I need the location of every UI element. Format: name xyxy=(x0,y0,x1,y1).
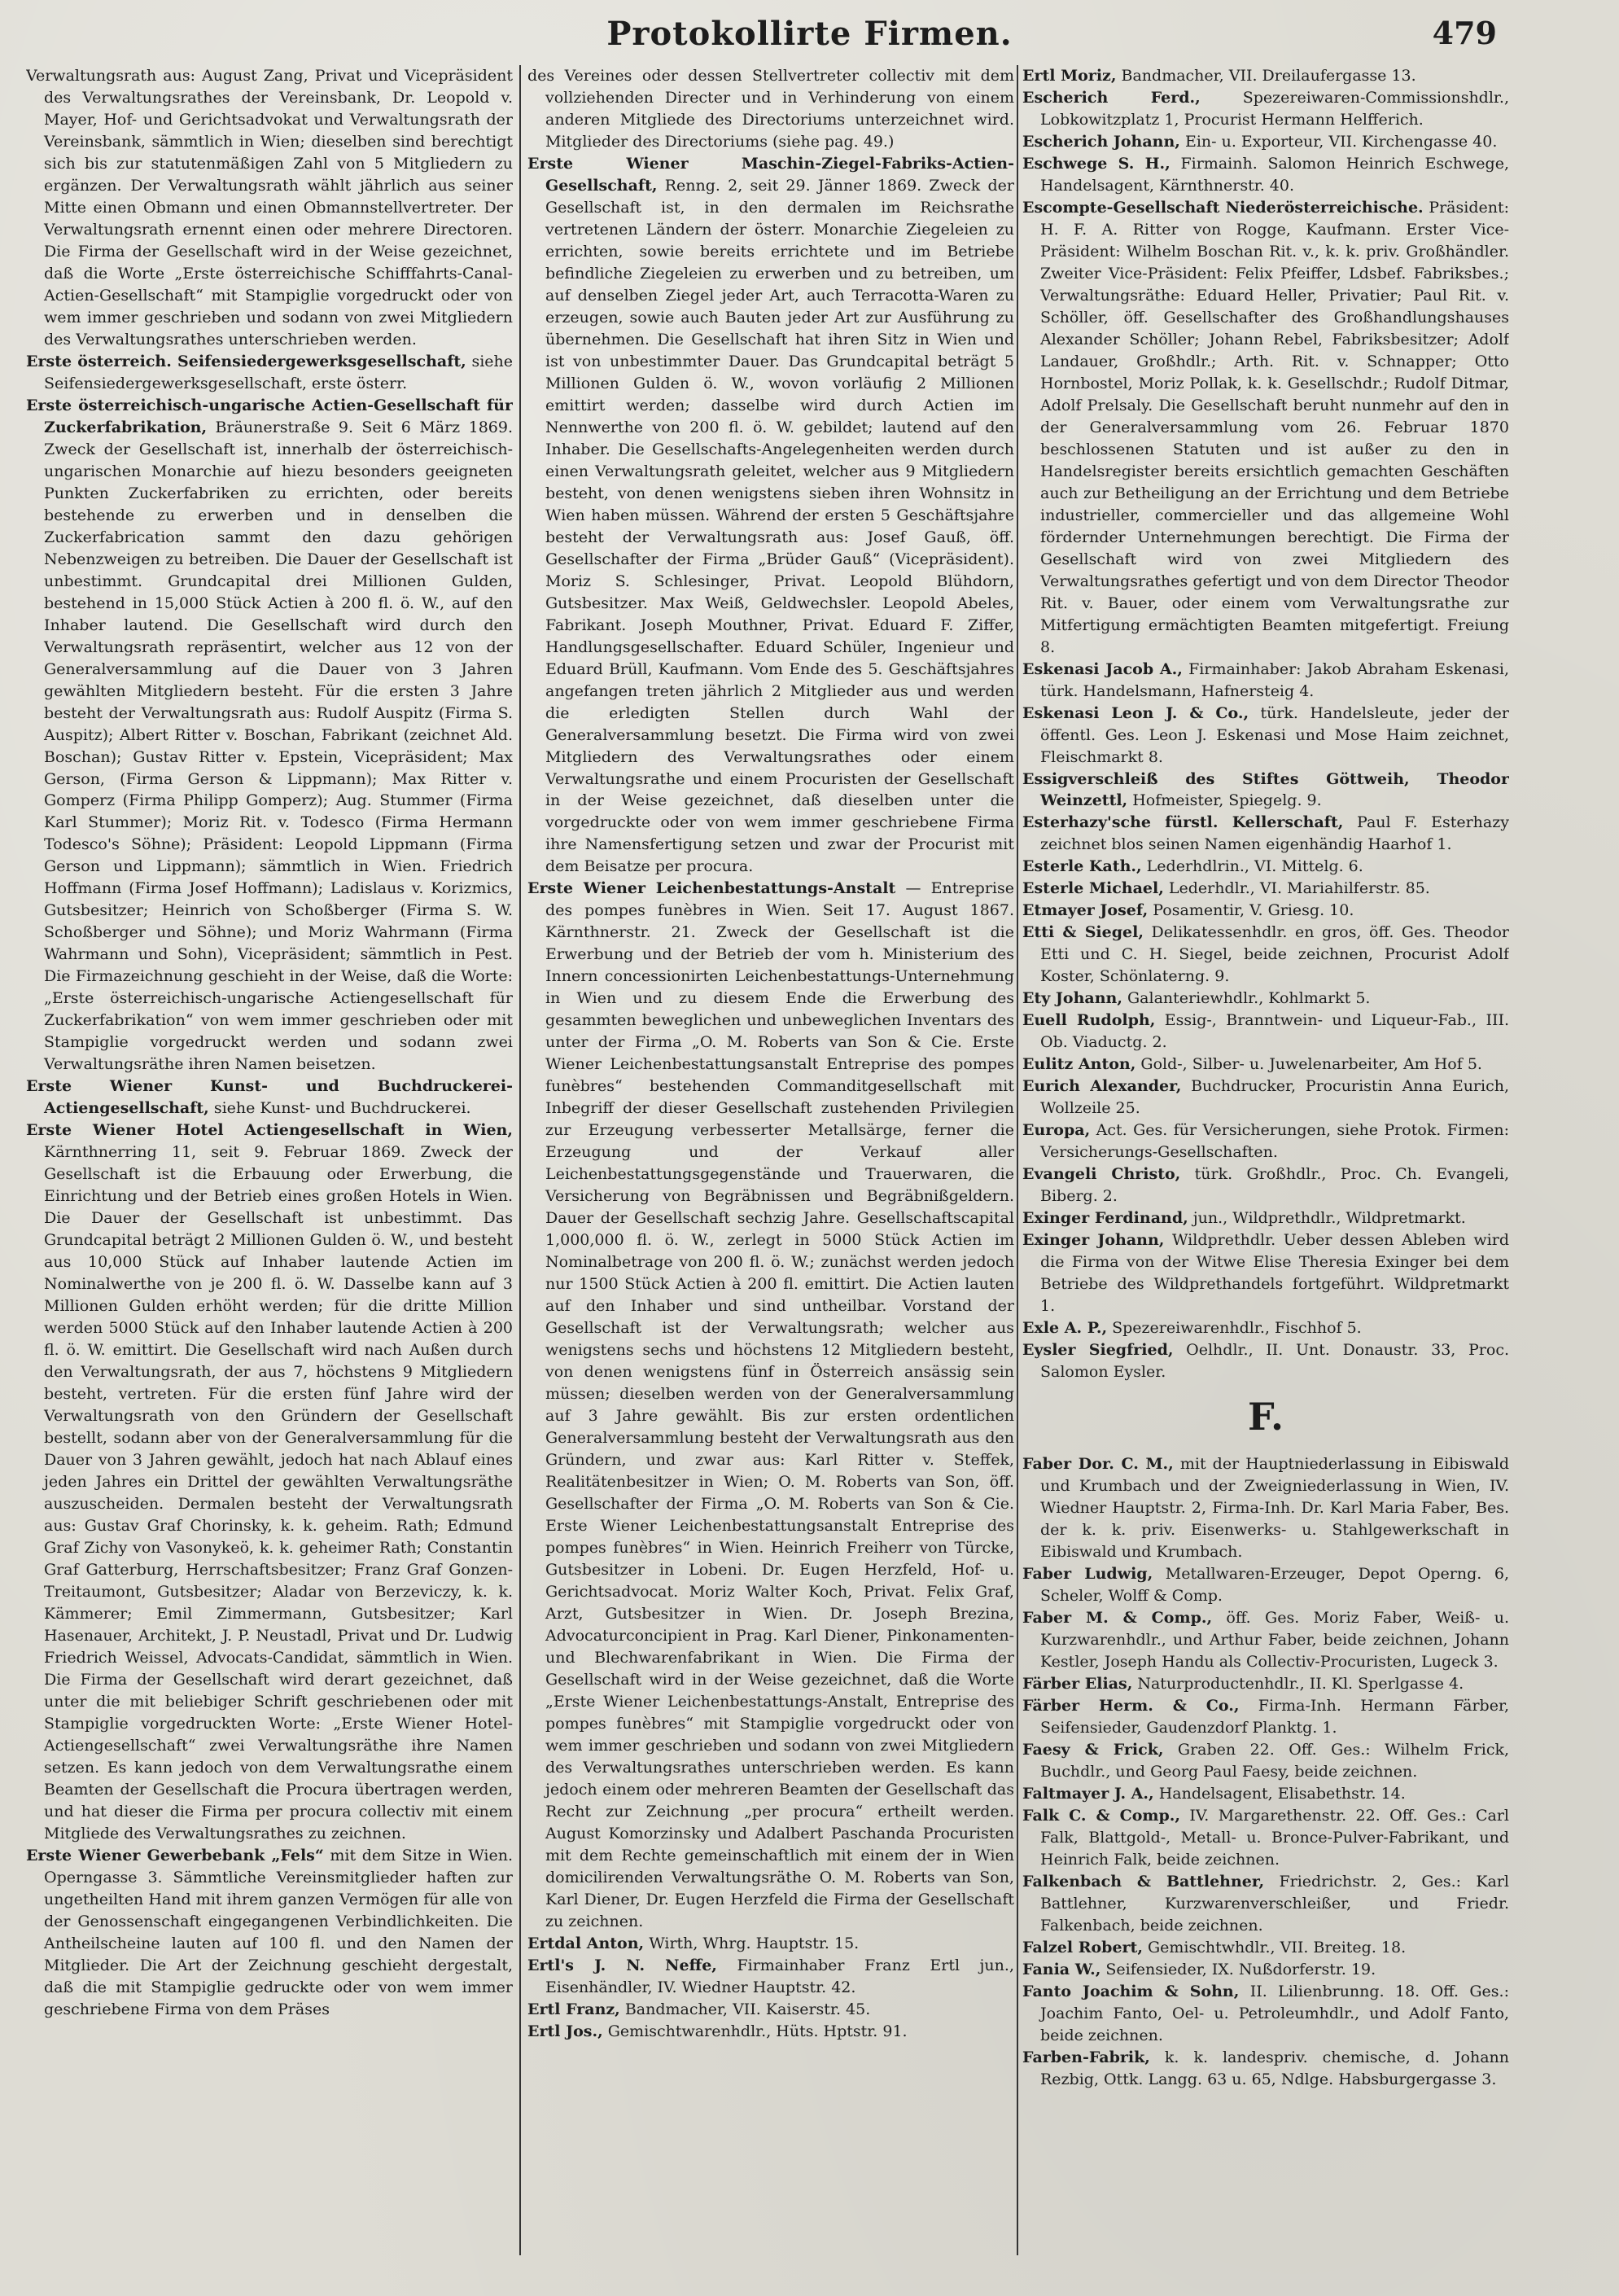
firm-name: Erste Wiener Gewerbebank „Fels“ xyxy=(26,1846,324,1864)
entry-text: Graben 22. Off. Ges.: Wilhelm Frick, Buchdlr., und Georg Paul Faesy, beide zeichnen. xyxy=(1040,1740,1509,1781)
directory-entry xyxy=(527,153,1014,878)
firm-name: Ertl Moriz, xyxy=(1022,67,1117,85)
directory-entry xyxy=(1022,131,1509,153)
directory-entry xyxy=(1022,1981,1509,2047)
directory-entry xyxy=(1022,659,1509,703)
entry-text: Bandmacher, VII. Dreilaufergasse 13. xyxy=(1121,67,1416,85)
directory-entry xyxy=(26,351,513,395)
entry-text: Wirth, Whrg. Hauptstr. 15. xyxy=(649,1934,860,1952)
column-divider xyxy=(1017,65,1018,2255)
entry-text: IV. Margarethenstr. 22. Off. Ges.: Carl Falk, Blattgold-, Metall- u. Bronce-Pulver-Fabrikant, und Heinrich Falk, beide zeichnen. xyxy=(1040,1806,1509,1869)
column-left xyxy=(26,65,513,2255)
firm-name: Escherich Ferd., xyxy=(1022,88,1201,107)
directory-entry xyxy=(1022,1607,1509,1673)
directory-entry xyxy=(1022,988,1509,1010)
directory-entry xyxy=(26,1120,513,1844)
entry-text: Seifensieder, IX. Nußdorferstr. 19. xyxy=(1105,1960,1376,1978)
directory-entry xyxy=(1022,1054,1509,1076)
entry-text: Ein- u. Exporteur, VII. Kirchengasse 40. xyxy=(1184,132,1498,151)
firm-name: Ety Johann, xyxy=(1022,989,1122,1008)
entry-text: siehe Kunst- und Buchdruckerei. xyxy=(213,1099,471,1118)
entry-text: mit der Hauptniederlassung in Eibiswald und Krumbach und der Zweigniederlassung in Wien, IV. Wiedner Hauptstr. 2, Firma-Inh. Dr. Karl Maria Faber, Bes. der k. k. priv. Eisenwerks- u. Stahlgewerkschaft in Eibiswald und Krumbach. xyxy=(1040,1455,1509,1561)
firm-name: Erste österreich. Seifensiedergewerksgesellschaft, xyxy=(26,352,466,370)
directory-entry xyxy=(527,1933,1014,1955)
directory-entry xyxy=(1022,856,1509,878)
directory-entry xyxy=(1022,900,1509,922)
firm-name: Eysler Siegfried, xyxy=(1022,1341,1174,1360)
section-letter-f: F. xyxy=(1247,1395,1284,1439)
directory-entry xyxy=(1022,1076,1509,1120)
directory-entry xyxy=(1022,769,1509,813)
directory-entry xyxy=(26,65,513,351)
directory-entry xyxy=(1022,87,1509,131)
firm-name: Falk C. & Comp., xyxy=(1022,1806,1180,1825)
firm-name: Ertl Franz, xyxy=(527,2000,620,2018)
entry-text: Paul F. Esterhazy zeichnet blos seinen Namen eigenhändig Haarhof 1. xyxy=(1040,813,1509,854)
firm-name: Erste Wiener Kunst- und Buchdruckerei-Actiengesellschaft, xyxy=(26,1077,513,1118)
directory-entry xyxy=(1022,1317,1509,1339)
entry-text: Oelhdlr., II. Unt. Donaustr. 33, Proc. Salomon Eysler. xyxy=(1040,1341,1509,1382)
firm-name: Ertl's J. N. Neffe, xyxy=(527,1956,717,1974)
firm-name: Faltmayer J. A., xyxy=(1022,1784,1154,1803)
firm-name: Falkenbach & Battlehner, xyxy=(1022,1872,1265,1891)
firm-name: Ertl Jos., xyxy=(527,2022,603,2040)
entry-text: jun., Wildprethdlr., Wildpretmarkt. xyxy=(1192,1209,1466,1228)
entry-text: Handelsagent, Elisabethstr. 14. xyxy=(1158,1784,1406,1803)
entry-text: Buchdrucker, Procuristin Anna Eurich, Wollzeile 25. xyxy=(1040,1077,1509,1118)
entry-text: Gemischtwarenhdlr., Hüts. Hptstr. 91. xyxy=(607,2022,908,2040)
column-right xyxy=(1022,65,1509,2255)
firm-name: Erste Wiener Hotel Actiengesellschaft in Wien, xyxy=(26,1121,513,1140)
directory-entry xyxy=(1022,1010,1509,1054)
entry-text: Metallwaren-Erzeuger, Depot Operng. 6, Scheler, Wolff & Comp. xyxy=(1040,1564,1509,1605)
entry-text: Gold-, Silber- u. Juwelenarbeiter, Am Hof 5. xyxy=(1140,1055,1482,1074)
entries-letter-f xyxy=(1022,1453,1509,2091)
directory-entry xyxy=(1022,1959,1509,1981)
entry-text: II. Lilienbrunng. 18. Off. Ges.: Joachim Fanto, Oel- u. Petroleumhdlr., und Adolf Fanto, beide zeichnen. xyxy=(1040,1982,1509,2044)
entry-text: Hofmeister, Spiegelg. 9. xyxy=(1132,791,1322,810)
firm-name: Escherich Johann, xyxy=(1022,132,1180,151)
entry-text: Friedrichstr. 2, Ges.: Karl Battlehner, Kurzwarenverschleißer, und Friedr. Falkenbach, beide zeichnen. xyxy=(1040,1872,1509,1935)
directory-entry xyxy=(1022,1805,1509,1871)
entry-text: Spezereiwaren-Commissionshdlr., Lobkowitzplatz 1, Procurist Hermann Helfferich. xyxy=(1040,88,1509,129)
directory-entry xyxy=(1022,1453,1509,1563)
directory-entry xyxy=(1022,703,1509,769)
entry-text: türk. Handelsleute, jeder der öffentl. Ges. Leon J. Eskenasi und Mose Haim zeichnet, Fleischmarkt 8. xyxy=(1040,703,1509,766)
entry-text: türk. Großhdlr., Proc. Ch. Evangeli, Biberg. 2. xyxy=(1040,1165,1509,1206)
entry-text: siehe Seifensiedergewerksgesellschaft, erste österr. xyxy=(44,352,513,392)
firm-name: Exle A. P., xyxy=(1022,1319,1108,1338)
entry-text: Galanteriewhdlr., Kohlmarkt 5. xyxy=(1127,989,1371,1008)
firm-name: Farben-Fabrik, xyxy=(1022,2048,1150,2066)
directory-entry xyxy=(1022,2047,1509,2091)
directory-entry xyxy=(527,1955,1014,1999)
column-divider xyxy=(519,65,521,2255)
directory-entry xyxy=(1022,65,1509,87)
directory-entry xyxy=(1022,1871,1509,1937)
directory-entry xyxy=(1022,197,1509,659)
directory-entry xyxy=(1022,1339,1509,1383)
entry-text: Act. Ges. für Versicherungen, siehe Protok. Firmen: Versicherungs-Gesellschaften. xyxy=(1040,1121,1509,1162)
entry-text: Kärnthnerring 11, seit 9. Februar 1869. Zweck der Gesellschaft ist die Erbauung oder Erwerbung, die Einrichtung und der Betrieb eines großen Hotels in Wien. Die Dauer der Gesellschaft ist unbestimmt. Das Grundcapital beträgt 2 Millionen Gulden ö. W., und besteht aus 10,000 Stück auf Inhaber lautende Actien im Nominalwerthe von je 200 fl. ö. W. Dasselbe kann auf 3 Millionen Gulden erhöht werden; für die dritte Million werden 5000 Stück auf den Inhaber lautende Actien à 200 fl. ö. W. emittirt. Die Gesellschaft wird nach Außen durch den Verwaltungsrath, der aus 7, höchstens 9 Mitgliedern besteht, vertreten. Für die ersten fünf Jahre wird der Verwaltungsrath von den Gründern der Gesellschaft bestellt, sodann aber von der Generalversammlung für die Dauer von 3 Jahren gewählt, jedoch hat nach Ablauf eines jeden Jahres ein Drittel der gewählten Verwaltungsräthe auszuscheiden. Dermalen besteht der Verwaltungsrath aus: Gustav Graf Chorinsky, k. k. geheim. Rath; Edmund Graf Zichy von Vasonykeö, k. k. geheimer Rath; Constantin Graf Gatterburg, Herrschaftsbesitzer; Franz Graf Gonzen-Treitaumont, Gutsbesitzer; Aladar von Berzeviczy, k. k. Kämmerer; Emil Zimmermann, Gutsbesitzer; Karl Hasenauer, Architekt, J. P. Neustadl, Privat und Dr. Ludwig Friedrich Weissel, Advocats-Candidat, sämmtlich in Wien. Die Firma der Gesellschaft wird derart gezeichnet, daß unter die mit beliebiger Schrift geschriebenen oder mit Stampiglie vorgedruckten Worte: „Erste Wiener Hotel-Actiengesellschaft“ zwei Verwaltungsräthe ihre Namen setzen. Es kann jedoch von dem Verwaltungsrathe einem Beamten der Gesellschaft die Procura übertragen werden, und hat dieser die Firma per procura collectiv mit einem Mitgliede des Verwaltungsrathes zu zeichnen. xyxy=(44,1143,513,1842)
firm-name: Fania W., xyxy=(1022,1960,1101,1978)
entry-text: Posamentir, V. Griesg. 10. xyxy=(1153,901,1354,920)
entry-text: Firmainhaber Franz Ertl jun., Eisenhändler, IV. Wiedner Hauptstr. 42. xyxy=(545,1956,1014,1996)
directory-entry xyxy=(1022,922,1509,988)
entry-text: Präsident: H. F. A. Ritter von Rogge, Kaufmann. Erster Vice-Präsident: Wilhelm Boschan Rit. v., k. k. priv. Großhändler. Zweiter Vice-Präsident: Felix Pfeiffer, Ldsbef. Fabriksbes.; Verwaltungsräthe: Eduard Heller, Privatier; Paul Rit. v. Schöller, öff. Gesellschafter des Großhandlungshauses Alexander Schöller; Johann Rebel, Fabriksbesitzer; Adolf Landauer, Großhdlr.; Arth. Rit. v. Schnapper; Otto Hornbostel, Moriz Pollak, k. k. Gesellschdr.; Rudolf Ditmar, Adolf Prelsaly. Die Gesellschaft beruht nunmehr auf den in der Generalversammlung vom 26. Februar 1870 beschlossenen Statuten und ist außer zu den in Handelsregister bereits ersichtlich gemachten Geschäften auch zur Betheiligung an der Errichtung und dem Betriebe industrieller, commercieller und das allgemeine Wohl fördernder Unternehmungen berechtigt. Die Firma der Gesellschaft wird von zwei Mitgliedern des Verwaltungsrathes gefertigt und von dem Director Theodor Rit. v. Bauer, oder einem vom Verwaltungsrathe zur Mitfertigung ermächtigten Beamten mitgefertigt. Freiung 8. xyxy=(1040,198,1509,656)
entry-text: Firmainhaber: Jakob Abraham Eskenasi, türk. Handelsmann, Hafnersteig 4. xyxy=(1040,659,1509,700)
firm-name: Faber Dor. C. M., xyxy=(1022,1455,1174,1474)
entry-text: Renng. 2, seit 29. Jänner 1869. Zweck der Gesellschaft ist, in den dermalen im Reichsrathe vertretenen Ländern der österr. Monarchie Ziegeleien zu errichten, sowie bereits errichtete und im Betriebe befindliche Ziegeleien zu erwerben und zu betreiben, um auf denselben Ziegel jeder Art, auch Terracotta-Waren zu erzeugen, sowie auch Bauten jeder Art zur Ausführung zu übernehmen. Die Gesellschaft hat ihren Sitz in Wien und ist von unbestimmter Dauer. Das Grundcapital beträgt 5 Millionen Gulden ö. W., wovon vorläufig 2 Millionen emittirt werden; dasselbe wird durch Actien im Nennwerthe von 200 fl. ö. W. gebildet; lautend auf den Inhaber. Die Gesellschafts-Angelegenheiten werden durch einen Verwaltungsrath geleitet, welcher aus 9 Mitgliedern besteht, von denen wenigstens sieben ihren Wohnsitz in Wien haben müssen. Während der ersten 5 Geschäftsjahre besteht der Verwaltungsrath aus: Josef Gauß, öff. Gesellschafter der Firma „Brüder Gauß“ (Vicepräsident). Moriz S. Schlesinger, Privat. Leopold Blühdorn, Gutsbesitzer. Max Weiß, Geldwechsler. Leopold Abeles, Fabrikant. Joseph Mouthner, Privat. Eduard F. Ziffer, Handlungsgesellschafter. Eduard Schüler, Ingenieur und Eduard Brüll, Kaufmann. Vom Ende des 5. Geschäftsjahres angefangen treten jährlich 2 Mitglieder aus und werden die erledigten Stellen durch Wahl der Generalversammlung besetzt. Die Firma wird von zwei Mitgliedern des Verwaltungsrathes oder einem Verwaltungsrathe und einem Procuristen der Gesellschaft in der Weise gezeichnet, daß dieselben unter die vorgedruckte oder von wem immer geschriebene Firma ihre Namensfertigung setzen und zwar der Procurist mit dem Beisatze per procura. xyxy=(545,176,1014,876)
directory-entry xyxy=(1022,1563,1509,1607)
directory-entry xyxy=(26,1076,513,1120)
directory-entry xyxy=(527,2021,1014,2043)
directory-entry xyxy=(1022,1229,1509,1317)
directory-entry xyxy=(1022,1207,1509,1229)
firm-name: Exinger Johann, xyxy=(1022,1231,1165,1250)
page-number: 479 xyxy=(1432,15,1497,51)
directory-entry xyxy=(1022,812,1509,856)
entry-text: Delikatessenhdlr. en gros, öff. Ges. Theodor Etti und C. H. Siegel, beide zeichnen, Procurist Adolf Koster, Schönlaterng. 9. xyxy=(1040,923,1509,986)
entry-text: des Vereines oder dessen Stellvertreter collectiv mit dem vollziehenden Directer und in Verhinderung von einem anderen Mitgliede des Directoriums unterzeichnet wird. Mitglieder des Directoriums (siehe pag. 49.) xyxy=(527,67,1014,151)
firm-name: Faber M. & Comp., xyxy=(1022,1608,1213,1627)
directory-entry xyxy=(26,395,513,1076)
firm-name: Eschwege S. H., xyxy=(1022,154,1170,173)
entry-text: Naturproductenhdlr., II. Kl. Sperlgasse 4. xyxy=(1137,1674,1464,1693)
entry-text: Spezereiwarenhdlr., Fischhof 5. xyxy=(1112,1319,1362,1338)
firm-name: Eskenasi Jacob A., xyxy=(1022,659,1183,678)
firm-name: Falzel Robert, xyxy=(1022,1938,1143,1956)
entry-text: Verwaltungsrath aus: August Zang, Privat und Vicepräsident des Verwaltungsrathes der Vereinsbank, Dr. Leopold v. Mayer, Hof- und Gerichtsadvokat und Verwaltungsrath der Vereinsbank, sämmtlich in Wien; dieselben sind berechtigt sich bis zur statutenmäßigen Zahl von 5 Mitgliedern zu ergänzen. Der Verwaltungsrath wählt jährlich aus seiner Mitte einen Obmann und einen Obmannstellvertreter. Der Verwaltungsrath ernennt einen oder mehrere Directoren. Die Firma der Gesellschaft wird in der Weise gezeichnet, daß die Worte „Erste österreichische Schifffahrts-Canal-Actien-Gesellschaft“ mit Stampiglie vorgedruckt oder von wem immer geschrieben und sodann von zwei Mitgliedern des Verwaltungsrathes unterschrieben werden. xyxy=(26,67,513,348)
directory-entry xyxy=(26,1845,513,2021)
directory-entry xyxy=(1022,1673,1509,1695)
firm-name: Erste Wiener Maschin-Ziegel-Fabriks-Actien-Gesellschaft, xyxy=(527,154,1014,195)
directory-entry xyxy=(1022,1163,1509,1207)
directory-entry xyxy=(1022,153,1509,197)
entry-text: Firma-Inh. Hermann Färber, Seifensieder, Gaudenzdorf Planktg. 1. xyxy=(1040,1696,1509,1737)
page-header xyxy=(0,15,1619,64)
firm-name: Eskenasi Leon J. & Co., xyxy=(1022,703,1249,722)
entry-text: Essig-, Branntwein- und Liqueur-Fab., III. Ob. Viaductg. 2. xyxy=(1040,1011,1509,1052)
entry-text: Wildprethdlr. Ueber dessen Ableben wird die Firma von der Witwe Elise Theresia Exinger bei dem Betriebe des Wildprethandels fortgeführt. Wildpretmarkt 1. xyxy=(1040,1231,1509,1316)
directory-entry xyxy=(527,65,1014,153)
firm-name: Esterhazy'sche fürstl. Kellerschaft, xyxy=(1022,813,1344,832)
firm-name: Faber Ludwig, xyxy=(1022,1564,1153,1583)
entry-text: Bräunerstraße 9. Seit 6 März 1869. Zweck der Gesellschaft ist, innerhalb der österreichisch-ungarischen Monarchie auf hiezu besonders geeigneten Punkten Zuckerfabriken zu errichten, oder bereits bestehende zu erwerben und in denselben die Zuckerfabrication sammt den dazu gehörigen Nebenzweigen zu betreiben. Die Dauer der Gesellschaft ist unbestimmt. Grundcapital drei Millionen Gulden, bestehend in 15,000 Stück Actien à 200 fl. ö. W., auf den Inhaber lautend. Die Gesellschaft wird durch den Verwaltungsrath repräsentirt, welcher aus 12 von der Generalversammlung auf die Dauer von 3 Jahren gewählten Mitgliedern besteht. Für die ersten 3 Jahre besteht der Verwaltungsrath aus: Rudolf Auspitz (Firma S. Auspitz); Albert Ritter v. Boschan, Fabrikant (zeichnet Ald. Boschan); Gustav Ritter v. Epstein, Vicepräsident; Max Gerson, (Firma Gerson & Lippmann); Max Ritter v. Gomperz (Firma Philipp Gomperz); Aug. Stummer (Firma Karl Stummer); Moriz Rit. v. Todesco (Firma Hermann Todesco's Söhne); Präsident: Leopold Lippmann (Firma Gerson und Lippmann); sämmtlich in Wien. Friedrich Hoffmann (Firma Josef Hoffmann); Ladislaus v. Korizmics, Gutsbesitzer; Heinrich von Schoßberger (Firma S. W. Schoßberger und Söhne); und Moriz Wahrmann (Firma Wahrmann und Sohn), Vicepräsident; sämmtlich in Pest. Die Firmazeichnung geschieht in der Weise, daß die Worte: „Erste österreichisch-ungarische Actiengesellschaft für Zuckerfabrikation“ von wem immer geschrieben oder mit Stampiglie vorgedruckt werden und sodann zwei Verwaltungsräthe ihren Namen beisetzen. xyxy=(44,418,513,1074)
firm-name: Eulitz Anton, xyxy=(1022,1055,1136,1074)
entry-text: — Entreprise des pompes funèbres in Wien. Seit 17. August 1867. Kärnthnerstr. 21. Zweck der Gesellschaft ist die Erwerbung und der Betrieb der vom h. Ministerium des Innern concessionirten Leichenbestattungs-Unternehmung in Wien und zu diesem Ende die Erwerbung des gesammten beweglichen und unbeweglichen Inventars des unter der Firma „O. M. Roberts van Son & Cie. Erste Wiener Leichenbestattungsanstalt Entreprise des pompes funèbres“ bestehenden Commanditgesellschaft mit Inbegriff der dieser Gesellschaft zustehenden Privilegien zur Erzeugung verbesserter Metallsärge, ferner die Erzeugung und der Verkauf aller Leichenbestattungsgegenstände und Trauerwaren, die Versicherung von Begräbnissen und Begräbnißgeldern. Dauer der Gesellschaft sechzig Jahre. Gesellschaftscapital 1,000,000 fl. ö. W., zerlegt in 5000 Stück Actien im Nominalbetrage von 200 fl. ö. W.; zunächst werden jedoch nur 1500 Stück Actien à 200 fl. emittirt. Die Actien lauten auf den Inhaber und sind untheilbar. Vorstand der Gesellschaft ist der Verwaltungsrath; welcher aus wenigstens sechs und höchstens 12 Mitgliedern besteht, von denen wenigstens fünf in Österreich ansässig sein müssen; dieselben werden von der Generalversammlung auf 3 Jahre gewählt. Bis zur ersten ordentlichen Generalversammlung besteht der Verwaltungsrath aus den Gründern, und zwar aus: Karl Ritter v. Steffek, Realitätenbesitzer in Wien; O. M. Roberts van Son, öff. Gesellschafter der Firma „O. M. Roberts van Son & Cie. Erste Wiener Leichenbestattungsanstalt Entreprise des pompes funèbres“ in Wien. Heinrich Freiherr von Türcke, Gutsbesitzer in Lobeni. Dr. Eugen Herzfeld, Hof- u. Gerichtsadvocat. Moriz Walter Koch, Privat. Felix Graf, Arzt, Gutsbesitzer in Wien. Dr. Joseph Brezina, Advocaturconcipient in Prag. Karl Diener, Pinkonamenten- und Blechwarenfabrikant in Wien. Die Firma der Gesellschaft wird in der Weise gezeichnet, daß die Worte „Erste Wiener Leichenbestattungs-Anstalt, Entreprise des pompes funèbres“ mit Stampiglie vorgedruckt oder von wem immer geschrieben und sodann von zwei Mitgliedern des Verwaltungsrathes unterschrieben werden. Es kann jedoch einem oder mehreren Beamten der Gesellschaft das Recht zur Zeichnung „per procura“ ertheilt werden. August Komorzinsky und Adalbert Paschanda Procuristen mit dem Rechte gemeinschaftlich mit einem der in Wien domicilirenden Verwaltungsräthe O. M. Roberts van Son, Karl Diener, Dr. Eugen Herzfeld die Firma der Gesellschaft zu zeichnen. xyxy=(545,879,1014,1930)
entries-letter-e xyxy=(1022,65,1509,1383)
firm-name: Faesy & Frick, xyxy=(1022,1740,1164,1759)
directory-entry xyxy=(1022,878,1509,900)
entry-text: Gemischtwhdlr., VII. Breiteg. 18. xyxy=(1147,1938,1407,1956)
directory-entry xyxy=(527,1999,1014,2021)
firm-name: Erste Wiener Leichenbestattungs-Anstalt xyxy=(527,879,896,898)
firm-name: Erste österreichisch-ungarische Actien-Gesellschaft für Zuckerfabrikation, xyxy=(26,396,513,436)
entry-text: öff. Ges. Moriz Faber, Weiß- u. Kurzwarenhdlr., und Arthur Faber, beide zeichnen, Johann Kestler, Joseph Handu als Collectiv-Procuristen, Lugeck 3. xyxy=(1040,1608,1509,1671)
entry-text: Bandmacher, VII. Kaiserstr. 45. xyxy=(624,2000,871,2018)
column-middle xyxy=(527,65,1014,2255)
firm-name: Escompte-Gesellschaft Niederösterreichische. xyxy=(1022,198,1424,217)
firm-name: Essigverschleiß des Stiftes Göttweih, Theodor Weinzettl, xyxy=(1022,769,1509,810)
directory-entry xyxy=(1022,1120,1509,1163)
firm-name: Färber Herm. & Co., xyxy=(1022,1696,1240,1715)
firm-name: Etmayer Josef, xyxy=(1022,901,1149,920)
firm-name: Eurich Alexander, xyxy=(1022,1077,1182,1096)
directory-entry xyxy=(1022,1695,1509,1739)
directory-entry xyxy=(1022,1937,1509,1959)
page-title: Protokollirte Firmen. xyxy=(606,15,1013,53)
firm-name: Färber Elias, xyxy=(1022,1674,1133,1693)
firm-name: Euell Rudolph, xyxy=(1022,1011,1156,1030)
firm-name: Etti & Siegel, xyxy=(1022,923,1144,942)
entry-text: k. k. landespriv. chemische, d. Johann Rezbig, Ottk. Langg. 63 u. 65, Ndlge. Habsburgergasse 3. xyxy=(1040,2048,1509,2088)
entry-text: Lederhdlrin., VI. Mittelg. 6. xyxy=(1146,857,1363,876)
firm-name: Esterle Michael, xyxy=(1022,879,1164,898)
firm-name: Fanto Joachim & Sohn, xyxy=(1022,1982,1240,2000)
firm-name: Europa, xyxy=(1022,1121,1091,1140)
directory-entry xyxy=(527,878,1014,1932)
firm-name: Esterle Kath., xyxy=(1022,857,1142,876)
directory-entry xyxy=(1022,1783,1509,1805)
entry-text: Lederhdlr., VI. Mariahilferstr. 85. xyxy=(1168,879,1430,898)
firm-name: Ertdal Anton, xyxy=(527,1934,645,1952)
directory-entry xyxy=(1022,1739,1509,1783)
firm-name: Evangeli Christo, xyxy=(1022,1165,1181,1184)
entry-text: Firmainh. Salomon Heinrich Eschwege, Handelsagent, Kärnthnerstr. 40. xyxy=(1040,154,1509,195)
entry-text: mit dem Sitze in Wien. Operngasse 3. Sämmtliche Vereinsmitglieder haften zur ungetheilten Hand mit ihrem ganzen Vermögen für alle von der Genossenschaft eingegangenen Verbindlichkeiten. Die Antheilscheine lauten auf 100 fl. und den Namen der Mitglieder. Die Art der Zeichnung geschieht dergestalt, daß die mit Stampiglie gedruckte oder von wem immer geschriebene Firma von dem Präses xyxy=(44,1846,513,2018)
firm-name: Exinger Ferdinand, xyxy=(1022,1209,1188,1228)
